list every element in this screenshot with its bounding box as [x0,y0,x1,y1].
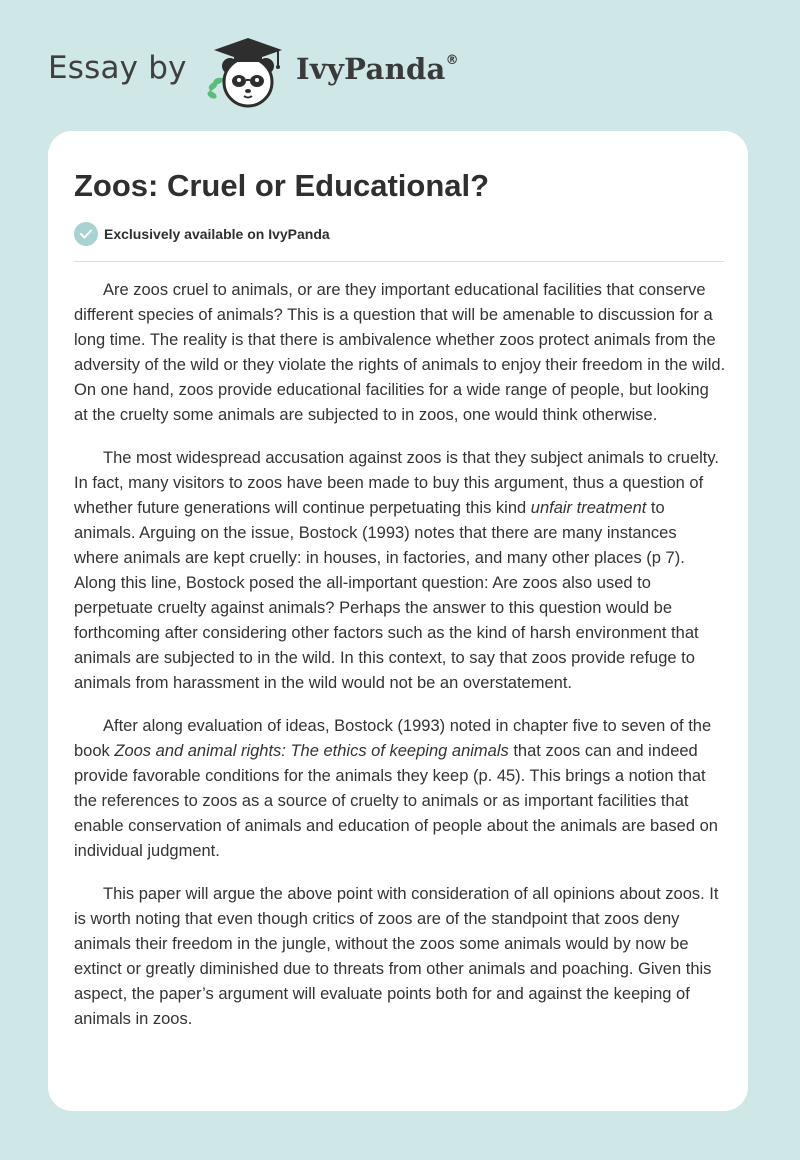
paragraph: The most widespread accusation against zoos is that they subject animals to cruelty. In fact, many visitors to zoos have been made to buy this argument, thus a question of whether future generations will continue perpetuating this kind unfair treatment to animals. Arguing on the issue, Bostock (1993) notes that there are many instances where animals are kept cruelly: in houses, in factories, and many other places (p 7). Along this line, Bostock posed the all-important question: Are zoos also used to perpetuate cruelty against animals? Perhaps the answer to this question would be forthcoming after considering other factors such as the kind of harsh environment that animals are subjected to in the wild. In this context, to say that zoos provide refuge to animals from harassment in the wild would not be an overstatement. [74,449,720,692]
site-header [0,0,800,130]
essay-by-label: Essay by [48,50,187,86]
paragraph: Are zoos cruel to animals, or are they important educational facilities that conserve different species of animals? This is a question that will be amenable to discussion for a long time. The reality is that there is ambivalence whether zoos protect animals from the adversity of the wild or they violate the rights of animals to enjoy their freedom in the wild. On one hand, zoos provide educational facilities for a wide range of people, but looking at the cruelty some animals are subjected to in zoos, one would think otherwise. [74,281,726,424]
exclusive-badge [74,222,330,246]
paragraph: After along evaluation of ideas, Bostock (1993) noted in chapter five to seven of the book Zoos and animal rights: The ethics of keeping animals that zoos can and indeed provide favorable conditions for the animals they keep (p. 45). This brings a notion that the references to zoos as a source of cruelty to animals or as important facilities that enable conservation of animals and education of people about the animals are based on individual judgment. [74,717,718,860]
paragraph: This paper will argue the above point with consideration of all opinions about zoos. It is worth noting that even though critics of zoos are of the standpoint that zoos deny animals their freedom in the jungle, without the zoos some animals would by now be extinct or greatly diminished due to threats from other animals and poaching. Given this aspect, the paper’s argument will evaluate points both for and against the keeping of animals in zoos. [74,885,719,1028]
essay-card [48,131,748,1111]
page-title: Zoos: Cruel or Educational? [74,168,490,203]
brand-name[interactable]: IvyPanda® [296,52,459,86]
emphasis: unfair treatment [530,499,647,517]
panda-graduate-icon [200,34,296,114]
divider [74,261,724,262]
registered-mark: ® [445,53,459,69]
book-title: Zoos and animal rights: The ethics of keeping animals [114,742,509,760]
exclusive-badge-label: Exclusively available on IvyPanda [104,226,330,242]
essay-body [74,278,726,1050]
check-icon [74,222,98,246]
